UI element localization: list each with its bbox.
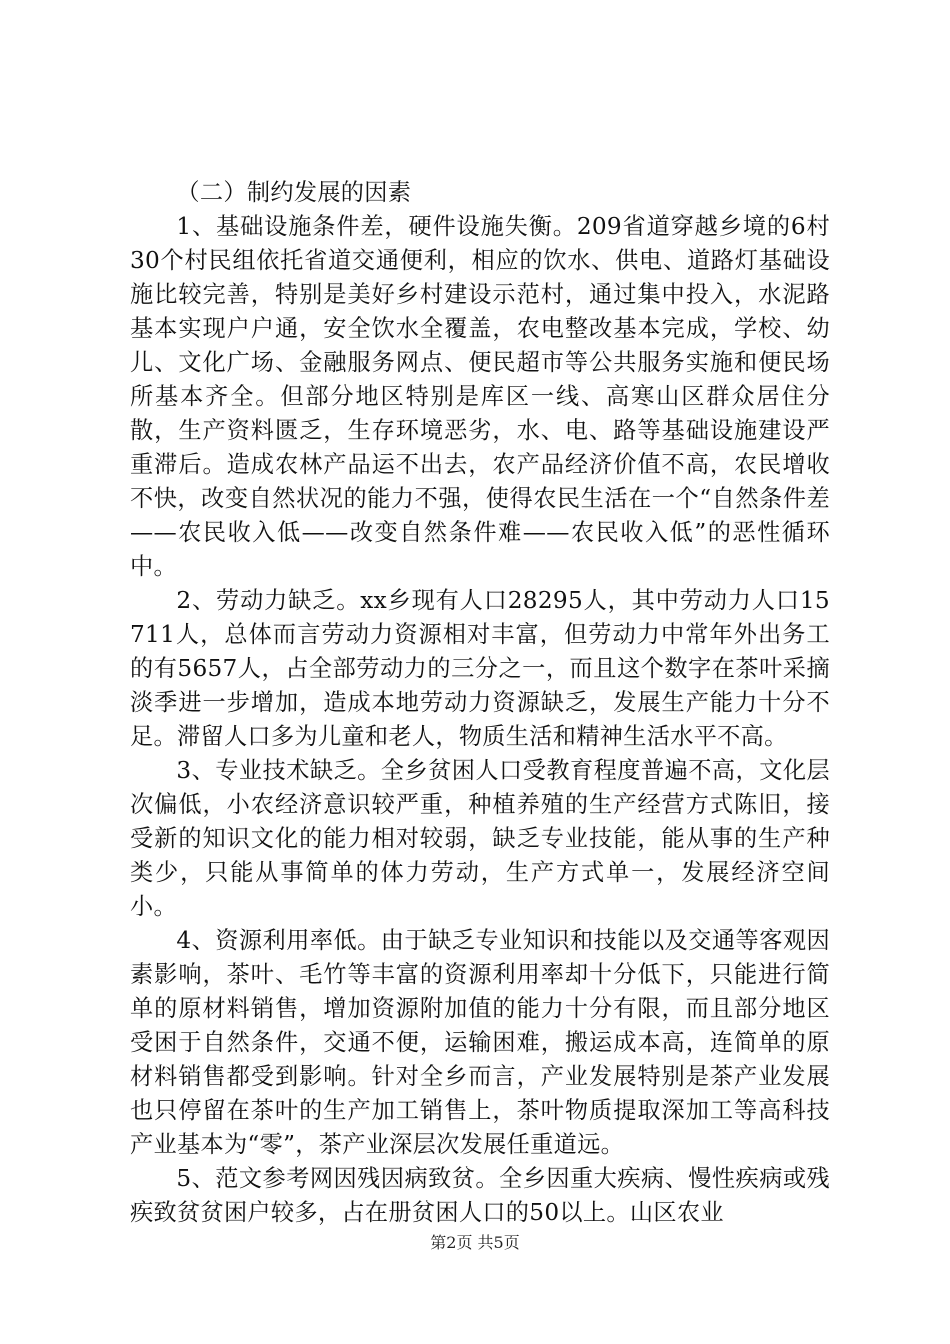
paragraph-illness: 5、范文参考网因残因病致贫。全乡因重大疾病、慢性疾病或残疾致贫贫困户较多，占在册贫困人口的50以上。山区农业	[130, 1165, 830, 1226]
paragraph-labor: 2、劳动力缺乏。xx乡现有人口28295人，其中劳动力人口15711人，总体而言劳动力资源相对丰富，但劳动力中常年外出务工的有5657人，占全部劳动力的三分之一，而且这个数字在茶叶采摘淡季进一步增加，造成本地劳动力资源缺乏，发展生产能力十分不足。滞留人口多为儿童和老人，物质生活和精神生活水平不高。	[130, 587, 830, 750]
page-footer: 第2页 共5页	[430, 1233, 520, 1252]
paragraph-skills: 3、专业技术缺乏。全乡贫困人口受教育程度普遍不高，文化层次偏低，小农经济意识较严重，种植养殖的生产经营方式陈旧，接受新的知识文化的能力相对较弱，缺乏专业技能，能从事的生产种类少，只能从事简单的体力劳动，生产方式单一，发展经济空间小。	[130, 757, 830, 920]
document-body	[130, 176, 830, 1230]
paragraph-resources: 4、资源利用率低。由于缺乏专业知识和技能以及交通等客观因素影响，茶叶、毛竹等丰富的资源利用率却十分低下，只能进行简单的原材料销售，增加资源附加值的能力十分有限，而且部分地区受困于自然条件，交通不便，运输困难，搬运成本高，连简单的原材料销售都受到影响。针对全乡而言，产业发展特别是茶产业发展也只停留在茶叶的生产加工销售上，茶叶物质提取深加工等高科技产业基本为“零”，茶产业深层次发展任重道远。	[130, 927, 830, 1158]
section-heading: （二）制约发展的因素	[176, 179, 412, 206]
paragraph-infrastructure: 1、基础设施条件差，硬件设施失衡。209省道穿越乡境的6村30个村民组依托省道交通便利，相应的饮水、供电、道路灯基础设施比较完善，特别是美好乡村建设示范村，通过集中投入，水泥路基本实现户户通，安全饮水全覆盖，农电整改基本完成，学校、幼儿、文化广场、金融服务网点、便民超市等公共服务实施和便民场所基本齐全。但部分地区特别是库区一线、高寒山区群众居住分散，生产资料匮乏，生存环境恶劣，水、电、路等基础设施建设严重滞后。造成农林产品运不出去，农产品经济价值不高，农民增收不快，改变自然状况的能力不强，使得农民生活在一个“自然条件差——农民收入低——改变自然条件难——农民收入低”的恶性循环中。	[130, 213, 830, 580]
